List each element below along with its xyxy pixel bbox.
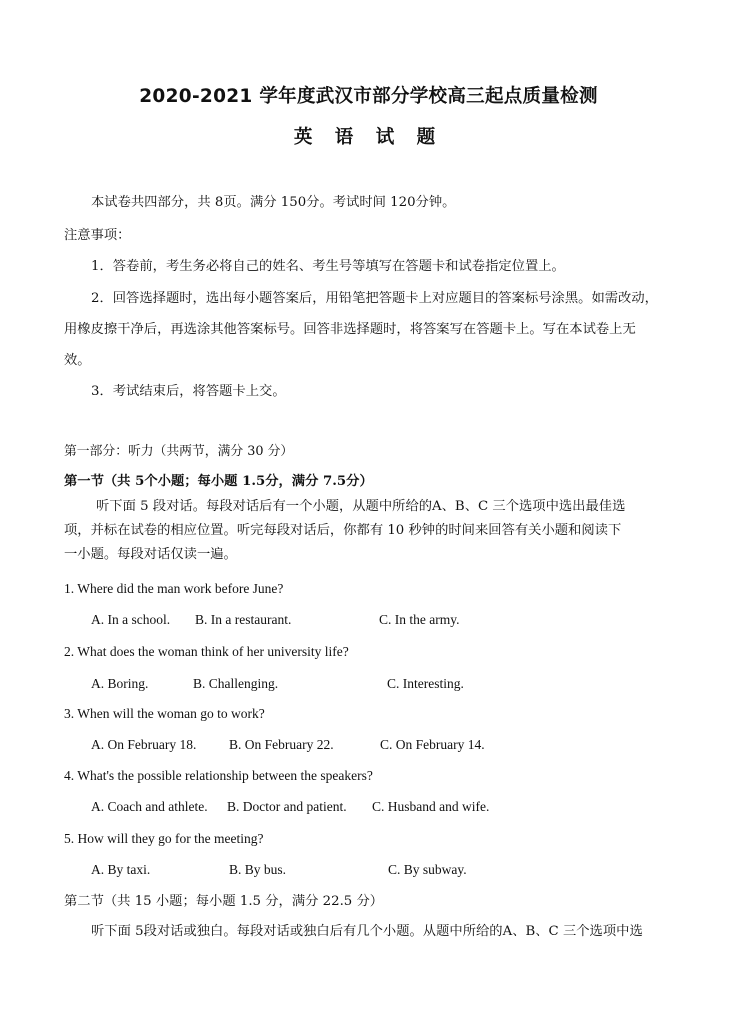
question-3-option-a: A. On February 18. [91,737,197,752]
question-4-option-c: C. Husband and wife. [372,799,490,814]
exam-subtitle: 英 语 试 题 [293,127,444,148]
question-2: 2. What does the woman think of her university life? [64,644,349,659]
note-2-line-1: 2．回答选择题时，选出每小题答案后，用铅笔把答题卡上对应题目的答案标号涂黑。如需改动， [91,291,658,306]
question-2-option-c: C. Interesting. [387,676,464,691]
note-3: 3．考试结束后，将答题卡上交。 [91,384,286,399]
question-1: 1. Where did the man work before June? [64,581,284,596]
exam-info: 本试卷共四部分，共 8页。满分 150分。考试时间 120分钟。 [91,195,456,210]
note-2-line-2: 用橡皮擦干净后，再选涂其他答案标号。回答非选择题时，将答案写在答题卡上。写在本试卷上无 [64,322,636,337]
section1-heading: 第一节（共 5个小题；每小题 1.5分，满分 7.5分） [64,474,373,489]
section1-instruction-line-2: 项，并标在试卷的相应位置。听完每段对话后，你都有 10 秒钟的时间来回答有关小题和阅读下 [64,523,622,538]
question-1-option-b: B. In a restaurant. [195,612,292,627]
section2-heading: 第二节（共 15 小题；每小题 1.5 分，满分 22.5 分） [64,894,384,909]
section1-instruction-line-1: 听下面 5 段对话。每段对话后有一个小题，从题中所给的A、B、C 三个选项中选出最佳选 [96,499,626,514]
question-1-option-c: C. In the army. [379,612,460,627]
exam-title: 2020-2021 学年度武汉市部分学校高三起点质量检测 [139,86,598,107]
question-1-option-a: A. In a school. [91,612,171,627]
question-2-option-b: B. Challenging. [193,676,279,691]
question-5-option-a: A. By taxi. [91,862,151,877]
question-3-option-b: B. On February 22. [229,737,334,752]
section1-instruction-line-3: 一小题。每段对话仅读一遍。 [64,547,237,562]
note-1: 1．答卷前，考生务必将自己的姓名、考生号等填写在答题卡和试卷指定位置上。 [91,259,565,274]
question-3-option-c: C. On February 14. [380,737,485,752]
part1-heading: 第一部分：听力（共两节，满分 30 分） [64,444,294,459]
question-3: 3. When will the woman go to work? [64,706,265,721]
section2-instruction-line-1: 听下面 5段对话或独白。每段对话或独白后有几个小题。从题中所给的A、B、C 三个选项中选 [91,924,643,939]
note-2-line-3: 效。 [64,353,91,368]
question-4-option-a: A. Coach and athlete. [91,799,208,814]
question-2-option-a: A. Boring. [91,676,149,691]
question-5: 5. How will they go for the meeting? [64,831,264,846]
question-4-option-b: B. Doctor and patient. [227,799,347,814]
question-5-option-c: C. By subway. [388,862,467,877]
question-4: 4. What's the possible relationship between the speakers? [64,768,373,783]
question-5-option-b: B. By bus. [229,862,287,877]
notes-heading: 注意事项： [64,228,131,243]
